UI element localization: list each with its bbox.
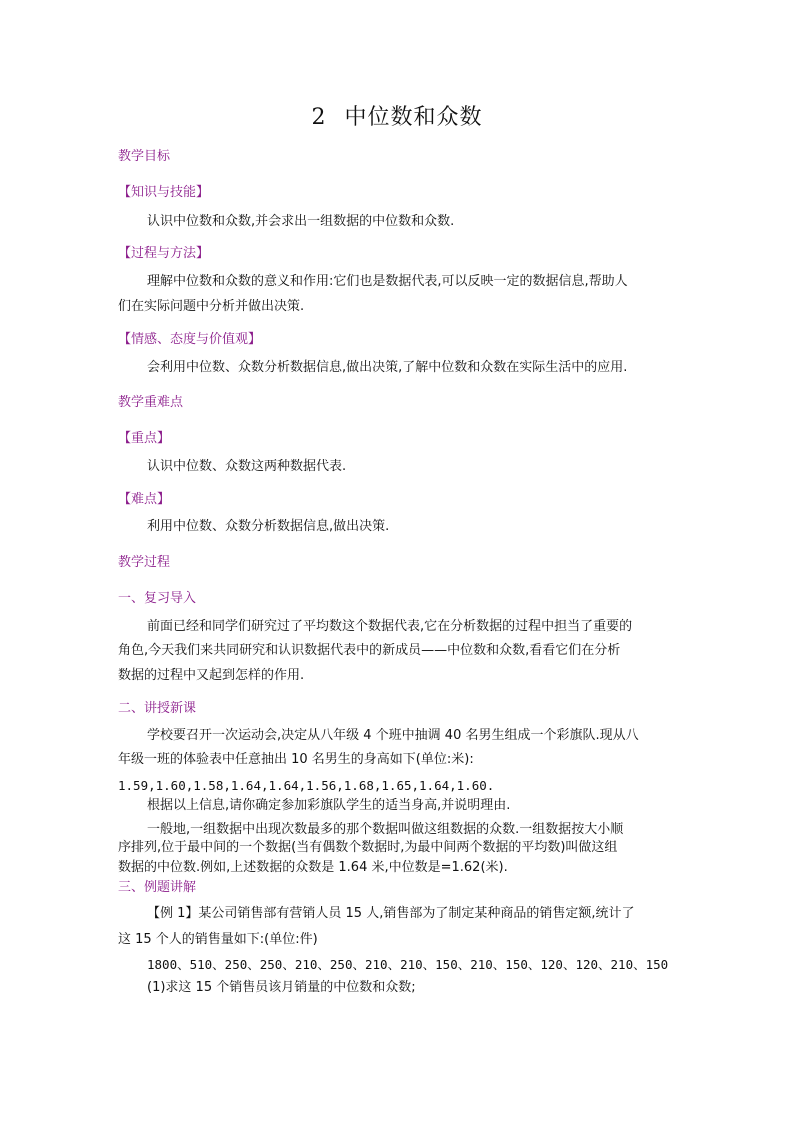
paragraph-process-line-1: 理解中位数和众数的意义和作用:它们也是数据代表,可以反映一定的数据信息,帮助人 — [147, 274, 628, 289]
paragraph-example-line-2: 这 15 个人的销售量如下:(单位:件) — [118, 932, 318, 947]
title-number: 2 — [311, 105, 327, 130]
paragraph-review-line-2: 角色,今天我们来共同研究和认识数据代表中的新成员——中位数和众数,看看它们在分析 — [118, 643, 621, 658]
example-question-1: (1)求这 15 个销售员该月销量的中位数和众数; — [147, 980, 416, 995]
section-heading-goals: 教学目标 — [118, 149, 171, 164]
paragraph-difficulty: 利用中位数、众数分析数据信息,做出决策. — [147, 519, 390, 534]
paragraph-new-line-4: 一般地,一组数据中出现次数最多的那个数据叫做这组数据的众数.一组数据按大小顺 — [147, 822, 624, 837]
subheading-difficulty: 【难点】 — [118, 492, 171, 507]
paragraph-example-line-1: 【例 1】某公司销售部有营销人员 15 人,销售部为了制定某种商品的销售定额,统计了 — [147, 906, 635, 921]
page-title — [0, 100, 794, 131]
subheading-example: 三、例题讲解 — [118, 880, 197, 895]
section-heading-key-difficulty: 教学重难点 — [118, 395, 184, 410]
paragraph-knowledge: 认识中位数和众数,并会求出一组数据的中位数和众数. — [147, 214, 455, 229]
paragraph-key: 认识中位数、众数这两种数据代表. — [147, 459, 347, 474]
section-heading-procedure: 教学过程 — [118, 555, 171, 570]
paragraph-process-line-2: 们在实际问题中分析并做出决策. — [118, 299, 305, 314]
subheading-review: 一、复习导入 — [118, 591, 197, 606]
paragraph-review-line-3: 数据的过程中又起到怎样的作用. — [118, 668, 305, 683]
paragraph-emotion: 会利用中位数、众数分析数据信息,做出决策,了解中位数和众数在实际生活中的应用. — [147, 360, 628, 375]
paragraph-new-line-5: 序排列,位于最中间的一个数据(当有偶数个数据时,为最中间两个数据的平均数)叫做这组 — [118, 840, 618, 855]
subheading-emotion: 【情感、态度与价值观】 — [118, 332, 262, 347]
subheading-process: 【过程与方法】 — [118, 246, 210, 261]
title-text: 中位数和众数 — [344, 105, 483, 130]
subheading-knowledge: 【知识与技能】 — [118, 185, 210, 200]
paragraph-review-line-1: 前面已经和同学们研究过了平均数这个数据代表,它在分析数据的过程中担当了重要的 — [147, 619, 633, 634]
paragraph-new-line-3: 根据以上信息,请你确定参加彩旗队学生的适当身高,并说明理由. — [147, 798, 511, 813]
subheading-new-lesson: 二、讲授新课 — [118, 701, 197, 716]
paragraph-new-line-6: 数据的中位数.例如,上述数据的众数是 1.64 米,中位数是=1.62(米). — [118, 860, 508, 875]
height-data-list: 1.59,1.60,1.58,1.64,1.64,1.56,1.68,1.65,1.64,1.60. — [118, 778, 495, 793]
sales-data-list: 1800、510、250、250、210、250、210、210、150、210、150、120、120、210、150 — [147, 957, 669, 972]
subheading-key: 【重点】 — [118, 431, 171, 446]
paragraph-new-line-2: 年级一班的体验表中任意抽出 10 名男生的身高如下(单位:米): — [118, 752, 474, 767]
paragraph-new-line-1: 学校要召开一次运动会,决定从八年级 4 个班中抽调 40 名男生组成一个彩旗队.现从八 — [147, 728, 639, 743]
